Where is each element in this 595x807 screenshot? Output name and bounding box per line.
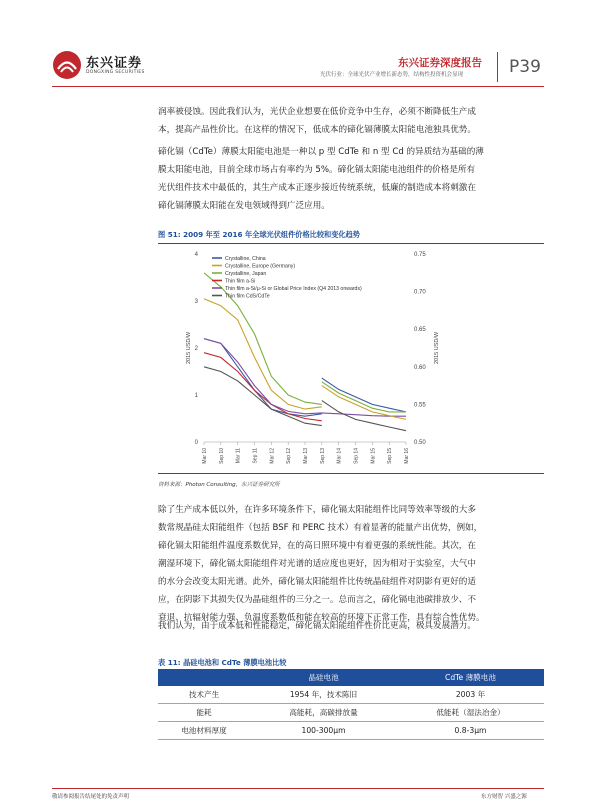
report-subtitle: 光伏行业：全球光伏产业增长新态势，结构性投资机会显现 bbox=[320, 72, 464, 78]
paragraph-conclusion bbox=[158, 617, 544, 635]
y-tick-label: 1 bbox=[194, 393, 198, 399]
page-number: P39 bbox=[509, 57, 541, 77]
x-tick-label: Mar 15 bbox=[370, 448, 377, 464]
figure-rule bbox=[158, 243, 544, 244]
x-tick-label: Mar 10 bbox=[202, 448, 208, 464]
legend-label: Thin film a-Si bbox=[225, 278, 256, 285]
report-title: 东兴证券深度报告 bbox=[398, 57, 482, 69]
table-cell: 技术产生 bbox=[158, 686, 250, 704]
figure-source: 资料来源：Photon Consulting，东兴证券研究所 bbox=[158, 482, 280, 488]
y2-tick-label: 0.65 bbox=[414, 327, 426, 334]
table-header-row bbox=[158, 669, 544, 686]
y2-tick-label: 0.55 bbox=[414, 402, 426, 409]
table-cell: 低能耗（湿法冶金） bbox=[397, 704, 544, 722]
x-tick-label: Sep 12 bbox=[286, 448, 293, 464]
header-rule bbox=[52, 86, 544, 87]
legend-label: Crystalline, Japan bbox=[225, 271, 267, 277]
x-tick-label: Sep 15 bbox=[387, 448, 394, 464]
y-tick-label: 3 bbox=[194, 299, 198, 305]
text-line: 的水分会改变太阳光谱。此外，碲化镉太阳能组件比传统晶硅组件对阴影有更好的适 bbox=[158, 577, 476, 587]
table-cell: 2003 年 bbox=[397, 686, 544, 704]
table-cell: 高能耗，高碳排放量 bbox=[250, 704, 397, 722]
text-line: 衰退、抗辐射能力强、负温度系数低和能在较高的环境下正常工作，具有综合性优势。 bbox=[158, 613, 485, 623]
y2-tick-label: 0.50 bbox=[414, 440, 426, 446]
text-line: 碲化镉（CdTe）薄膜太阳能电池是一种以 p 型 CdTe 和 n 型 Cd 的异质结为基础的薄 bbox=[158, 147, 484, 157]
logo-text: 东兴证券 bbox=[86, 56, 143, 71]
x-tick-label: Sep 14 bbox=[353, 448, 360, 464]
table-cell: 1954 年，技术陈旧 bbox=[250, 686, 397, 704]
y-tick-label: 2 bbox=[194, 346, 198, 352]
series-line bbox=[322, 378, 406, 412]
y2-axis-label: 2015 USD/W bbox=[434, 331, 440, 365]
logo-subtext: DONGXING SECURITIES bbox=[86, 70, 145, 75]
table-row bbox=[158, 704, 544, 722]
y-axis-label: 2015 USD/W bbox=[186, 331, 192, 365]
y2-tick-label: 0.70 bbox=[414, 289, 426, 296]
table-cell: 0.8-3μm bbox=[397, 722, 544, 740]
table-title: 表 11: 晶硅电池和 CdTe 薄膜电池比较 bbox=[158, 658, 287, 667]
table-cell: 能耗 bbox=[158, 704, 250, 722]
x-tick-label: Mar 16 bbox=[404, 448, 410, 464]
text-line: 润率被侵蚀。因此我们认为，光伏企业想要在低价竞争中生存，必须不断降低生产成 bbox=[158, 107, 476, 117]
table-cell: 100-300μm bbox=[250, 722, 397, 740]
legend-label: Crystalline, China bbox=[225, 256, 266, 262]
legend-label: Thin film a-Si/μ-Si or Global Price Index (Q4 2013 onwards) bbox=[225, 286, 362, 292]
series-line bbox=[204, 353, 322, 421]
x-tick-label: Mar 12 bbox=[269, 448, 276, 464]
table-header-cell: 晶硅电池 bbox=[250, 669, 397, 686]
paragraph-advantages bbox=[158, 501, 544, 627]
x-tick-label: Mar 11 bbox=[235, 448, 242, 464]
text-line: 我们认为，由于成本低和性能稳定，碲化镉太阳能组件性价比更高，极具发展潜力。 bbox=[158, 621, 476, 631]
footer-rule bbox=[52, 788, 544, 789]
comparison-table bbox=[158, 669, 544, 740]
disclaimer-note: 敬请参阅报告结尾处的免责声明 bbox=[52, 794, 130, 800]
paragraph-intro bbox=[158, 103, 544, 139]
text-line: 潮湿环境下，碲化镉太阳能组件对光谱的适应度也更好，因为相对于实验室，大气中 bbox=[158, 559, 476, 569]
text-line: 数常规晶硅太阳能组件（包括 BSF 和 PERC 技术）有着显著的能量产出优势，例如， bbox=[158, 523, 483, 533]
table-header-cell: CdTe 薄膜电池 bbox=[397, 669, 544, 686]
price-trend-chart bbox=[176, 246, 446, 472]
series-line bbox=[204, 339, 406, 417]
text-line: 碲化镉太阳能组件温度系数优异，在的高日照环境中有着更强的系统性能。其次，在 bbox=[158, 541, 476, 551]
figure-title: 图 51: 2009 年至 2016 年全球光伏组件价格比较和变化趋势 bbox=[158, 230, 360, 239]
x-tick-label: Mar 14 bbox=[336, 448, 343, 464]
text-line: 碲化镉薄膜太阳能在发电领域得到广泛应用。 bbox=[158, 201, 330, 211]
legend-label: Crystalline, Europe (Germany) bbox=[225, 263, 296, 270]
y2-tick-label: 0.60 bbox=[414, 364, 426, 371]
table-row bbox=[158, 722, 544, 740]
figure-rule bbox=[158, 473, 544, 474]
x-tick-label: Mar 13 bbox=[303, 448, 309, 464]
header-divider bbox=[497, 52, 498, 82]
table-cell: 电池材料厚度 bbox=[158, 722, 250, 740]
company-logo-icon bbox=[52, 50, 82, 80]
text-line: 光伏组件技术中最低的，其生产成本正逐步接近传统系统，低廉的制造成本将刺激在 bbox=[158, 183, 476, 193]
text-line: 应，在阴影下其损失仅为晶硅组件的三分之一。总而言之，碲化镉电池碳排放少、不 bbox=[158, 595, 476, 605]
paragraph-cdte bbox=[158, 143, 544, 215]
table-header-cell bbox=[158, 669, 250, 686]
y-tick-label: 4 bbox=[194, 252, 198, 258]
table-row bbox=[158, 686, 544, 704]
x-tick-label: Sep 11 bbox=[252, 448, 259, 464]
x-tick-label: Sep 10 bbox=[218, 448, 225, 464]
text-line: 膜太阳能电池，目前全球市场占有率约为 5%。碲化镉太阳能电池组件的价格是所有 bbox=[158, 165, 476, 175]
legend-label: Thin film CdS/CdTe bbox=[225, 293, 270, 300]
series-line bbox=[204, 339, 322, 417]
text-line: 本，提高产品性价比。在这样的情况下，低成本的碲化镉薄膜太阳能电池独具优势。 bbox=[158, 125, 476, 135]
footer-slogan: 东方财智 兴盛之源 bbox=[481, 794, 527, 800]
y-tick-label: 0 bbox=[194, 440, 198, 446]
text-line: 除了生产成本低以外，在许多环境条件下，碲化镉太阳能组件比同等效率等级的大多 bbox=[158, 505, 476, 515]
y2-tick-label: 0.75 bbox=[414, 252, 426, 258]
series-line bbox=[204, 367, 322, 426]
x-tick-label: Sep 13 bbox=[319, 448, 326, 464]
